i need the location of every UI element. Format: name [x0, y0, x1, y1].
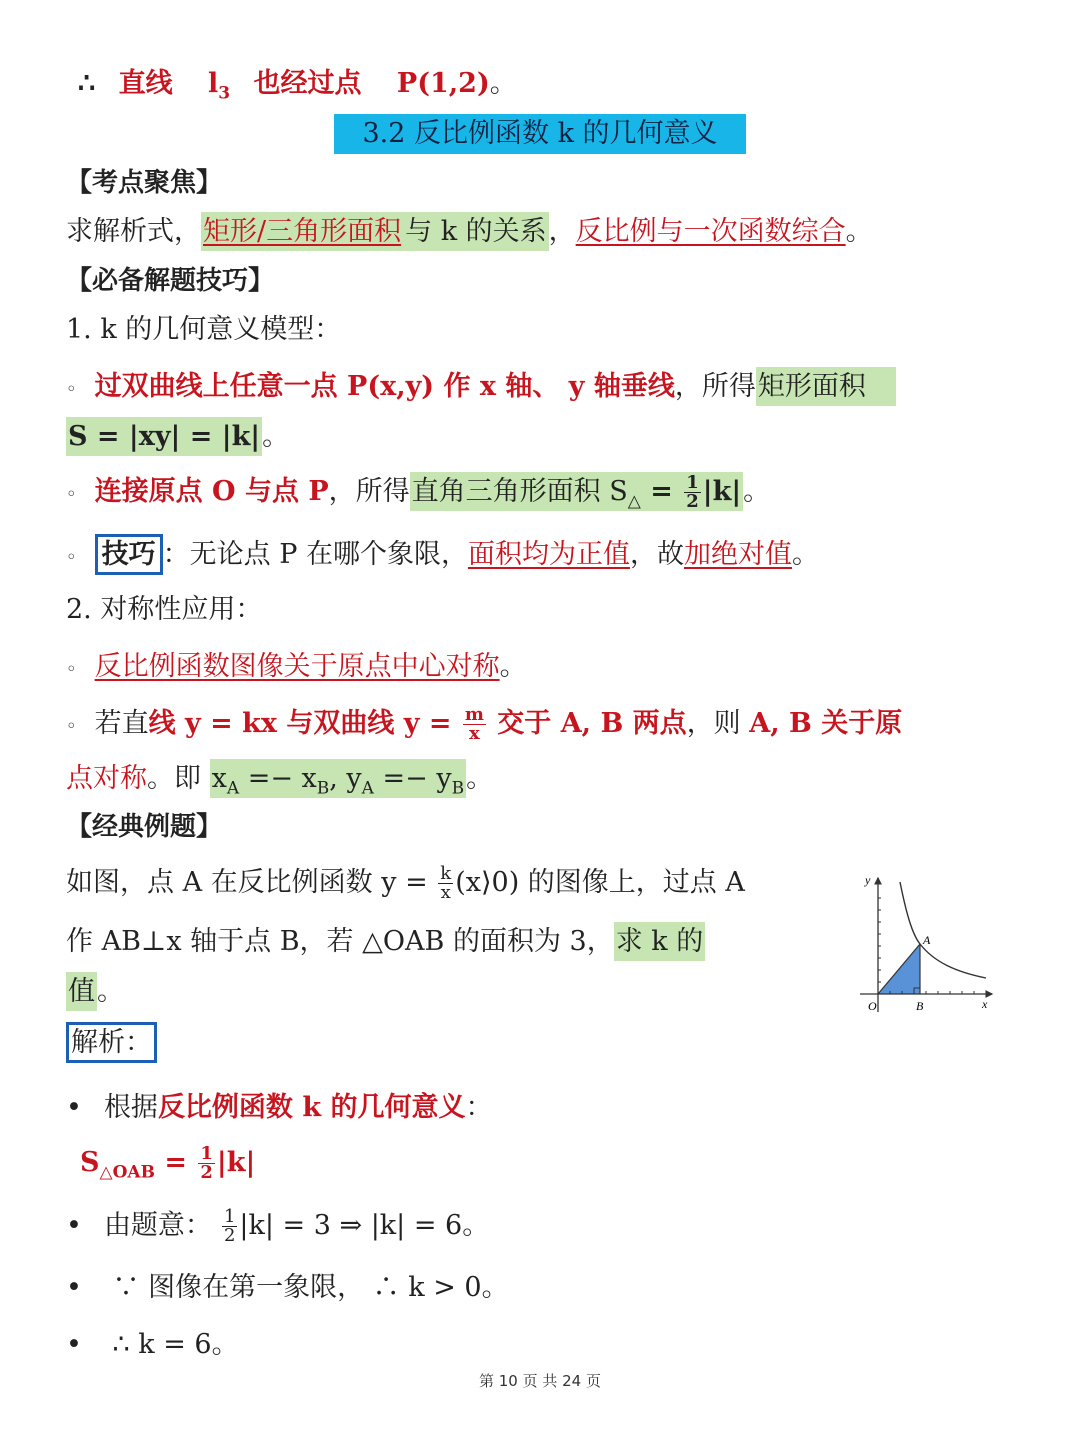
fraction-denominator: 2 [200, 1162, 213, 1183]
symmetry-coordinates [210, 759, 467, 798]
triangle-area-label: 直角三角形面积 S [411, 476, 628, 507]
symmetry-note: 反比例函数图像关于原点中心对称 [94, 651, 500, 682]
item2-b2-red4: 点对称 [66, 763, 147, 794]
example-line-1 [66, 865, 745, 902]
fraction-numerator: 1 [686, 472, 699, 493]
focus-line [66, 214, 873, 250]
focus-heading: 【考点聚焦】 [66, 168, 223, 198]
line-subscript: 3 [218, 83, 231, 104]
item1-bullet1-cont [66, 419, 289, 455]
abs-k: |k| [702, 476, 742, 507]
item1-b3-text1: ：无论点 P 在哪个象限， [162, 539, 468, 570]
bullet-marker: ◦ [66, 379, 77, 400]
section-title: 3.2 反比例函数 k 的几何意义 [334, 114, 746, 154]
bullet-marker: • [66, 1092, 82, 1123]
item1-b1-red: 过双曲线上任意一点 P(x,y) 作 x 轴、 y 轴垂线 [94, 371, 675, 402]
solution-step-3 [66, 1270, 509, 1306]
line-name: l [208, 68, 219, 99]
solution-s1-end: ： [465, 1092, 493, 1123]
solution-label-line [66, 1025, 157, 1061]
item2-b2-text2: ，则 [686, 708, 750, 739]
item1-bullet1 [66, 369, 896, 408]
fraction-numerator: 1 [223, 1206, 236, 1227]
focus-text-2: 矩形/三角形面积 [201, 212, 403, 251]
item1-b3-end: 。 [791, 539, 819, 570]
solution-s2-b: |k| = 3 ⇒ |k| = 6。 [239, 1210, 490, 1241]
item1-b2-red: 连接原点 O 与点 P [94, 476, 329, 507]
hyperbola-graph [856, 868, 1002, 1016]
item2-b2-end: 。 [466, 763, 494, 794]
example-text-1b: (x⟩0) 的图像上，过点 A [455, 867, 745, 898]
solution-step-4 [66, 1327, 239, 1363]
formula-abs-k: |k| [216, 1147, 256, 1178]
m-over-x-fraction [463, 706, 486, 743]
top-line-mid: 也经过点 [253, 68, 362, 99]
solution-s4: ∴ k = 6。 [103, 1329, 239, 1360]
y-axis-label: y [865, 873, 871, 887]
coord-yb: =− y [373, 763, 452, 794]
therefore-symbol: ∴ [78, 68, 96, 99]
bullet-marker: • [66, 1272, 82, 1303]
top-line-text: 直线 [118, 68, 173, 99]
fraction-denominator: x [440, 882, 451, 903]
coord-xb: =− x [239, 763, 317, 794]
x-axis-label: x [982, 997, 988, 1011]
solution-s1-plain: 根据 [103, 1092, 158, 1123]
solution-step-1 [66, 1090, 492, 1126]
example-question-hl-cont: 值 [66, 972, 97, 1011]
page-footer: 第 10 页 共 24 页 [478, 1372, 601, 1390]
item2-b2-text3: 。即 [147, 763, 210, 794]
example-line-3 [66, 974, 124, 1010]
positive-area-note: 面积均为正值 [467, 539, 630, 570]
abs-value-note: 加绝对值 [683, 539, 792, 570]
solution-s3: ∵ 图像在第一象限， ∴ k > 0。 [103, 1272, 509, 1303]
example-line-2 [66, 924, 705, 960]
example-question-hl: 求 k 的 [614, 922, 706, 961]
point-p: P(1,2) [396, 68, 490, 99]
solution-step-2 [66, 1208, 489, 1245]
focus-text-3: 与 k 的关系 [403, 212, 549, 251]
triangle-area-formula [410, 472, 744, 511]
origin-label: O [868, 999, 877, 1013]
sub-b: B [316, 778, 330, 799]
bullet-marker: • [66, 1210, 82, 1241]
formula-s: S [80, 1147, 100, 1178]
focus-text-6: 。 [845, 216, 873, 247]
solution-s1-red: 反比例函数 k 的几何意义 [157, 1092, 466, 1123]
item2-bullet2 [66, 706, 902, 745]
sub-a: A [226, 778, 240, 799]
solution-label: 解析： [66, 1022, 157, 1063]
item1-b1-plain: ，所得 [674, 371, 756, 402]
top-line-end: 。 [489, 68, 517, 99]
item2-title: 2. 对称性应用： [66, 594, 263, 625]
item1-b3-text2: ，故 [629, 539, 684, 570]
fraction-denominator: 2 [223, 1225, 236, 1246]
solution-s2-a: 由题意： [103, 1210, 212, 1241]
item1-b1-end: 。 [262, 421, 290, 452]
example-text-3-end: 。 [97, 976, 124, 1007]
half-fraction [684, 474, 701, 511]
fraction-numerator: m [464, 704, 484, 725]
focus-text-4: ， [548, 216, 576, 247]
triangle-subscript: △ [627, 491, 641, 512]
item1-bullet3 [66, 537, 819, 576]
item1-b1-hl: 矩形面积 [756, 367, 896, 406]
skills-heading: 【必备解题技巧】 [66, 266, 275, 296]
item2-b2-red2: 交于 A, B 两点 [487, 708, 687, 739]
bullet-marker: ◦ [66, 659, 77, 680]
example-text-1a: 如图，点 A 在反比例函数 y = [66, 867, 437, 898]
item2-b2-text1: 若直 [94, 708, 149, 739]
coord-xa: x [211, 763, 227, 794]
half-fraction [198, 1145, 215, 1182]
item1-bullet2 [66, 474, 770, 519]
formula-equals: = [154, 1147, 197, 1178]
example-heading: 【经典例题】 [66, 812, 223, 842]
item2-b2-red3: A, B 关于原 [749, 708, 903, 739]
top-conclusion-line [78, 66, 517, 111]
bullet-marker: ◦ [66, 547, 77, 568]
formula-subscript: △OAB [99, 1162, 155, 1183]
fraction-numerator: k [440, 863, 452, 884]
item1-title: 1. k 的几何意义模型： [66, 314, 342, 345]
fraction-denominator: 2 [686, 491, 699, 512]
bullet-marker: • [66, 1329, 82, 1360]
coord-ya: , y [329, 763, 362, 794]
focus-text-1: 求解析式， [66, 216, 201, 247]
point-b-label: B [916, 999, 924, 1013]
sub-b: B [451, 778, 465, 799]
item2-b1-end: 。 [499, 651, 527, 682]
tip-box: 技巧 [95, 534, 163, 575]
fraction-denominator: x [469, 723, 480, 744]
example-text-2a: 作 AB⊥x 轴于点 B，若 △OAB 的面积为 3， [66, 926, 614, 957]
solution-area-formula [80, 1145, 255, 1190]
rect-area-formula: S = |xy| = |k| [66, 417, 262, 456]
item1-b2-end: 。 [743, 476, 771, 507]
sub-a: A [361, 778, 374, 799]
item1-b2-plain: ，所得 [328, 476, 410, 507]
equals-sign: = [640, 476, 683, 507]
bullet-marker: ◦ [66, 716, 77, 737]
bullet-marker: ◦ [66, 484, 77, 505]
focus-text-5: 反比例与一次函数综合 [575, 216, 846, 247]
item2-bullet1 [66, 649, 527, 688]
k-over-x-fraction [438, 865, 453, 902]
fraction-numerator: 1 [200, 1143, 213, 1164]
point-a-label: A [923, 933, 931, 947]
half-fraction [222, 1208, 237, 1245]
item2-bullet2-cont [66, 761, 493, 806]
item2-b2-red1: 线 y = kx 与双曲线 y = [148, 708, 461, 739]
